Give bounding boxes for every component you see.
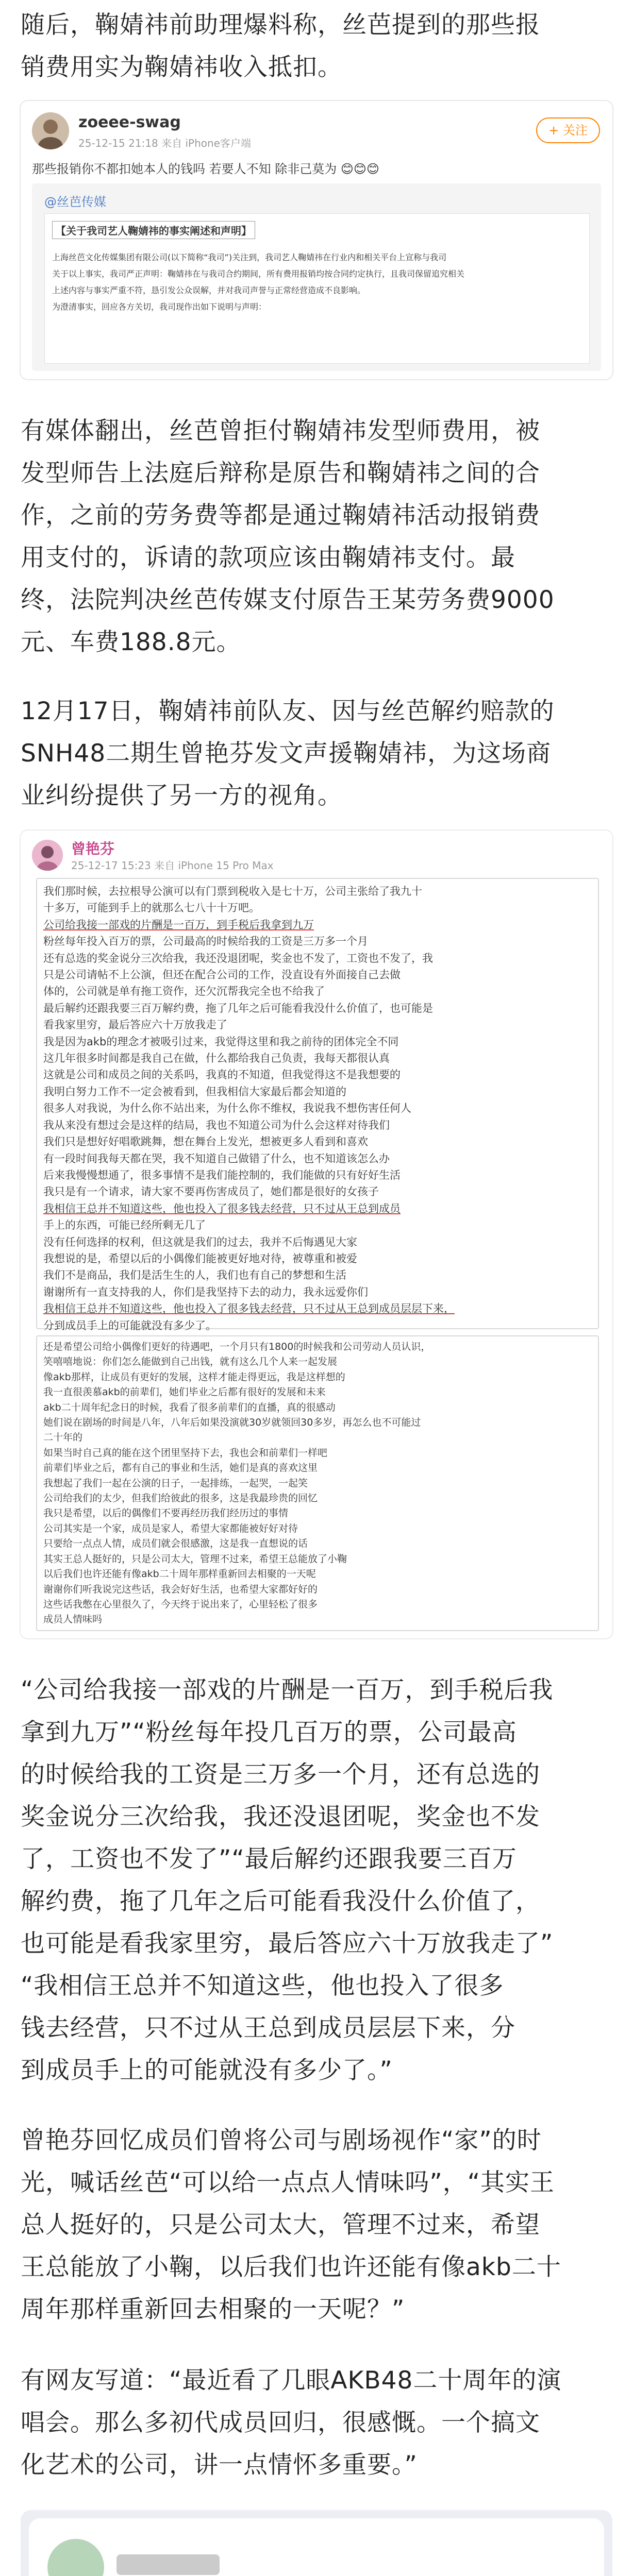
post-meta: 25-12-17 15:23 来自 iPhone 15 Pro Max — [71, 859, 274, 872]
recall-paragraph — [21, 2120, 612, 2331]
text-line: 的时候给我的工资是三万多一个月，还有总选的 — [21, 1760, 540, 1789]
text-line: SNH48二期生曾艳芬发文声援鞠婧祎，为这场商 — [21, 739, 552, 768]
text-line: 我们不是商品，我们是活生生的人，我们也有自己的梦想和生活 — [43, 1269, 346, 1282]
intro-paragraph — [21, 4, 612, 89]
text-line: 我们只是想好好唱歌跳舞，想在舞台上发光，想被更多人看到和喜欢 — [43, 1136, 368, 1148]
text-line: 谢谢你们听我说完这些话，我会好好生活，也希望大家都好好的 — [43, 1583, 318, 1595]
text-line: 总人挺好的，只是公司太大，管理不过来，希望 — [21, 2211, 540, 2239]
text-line: 我明白努力工作不一定会被看到，但我相信大家最后都会知道的 — [43, 1085, 346, 1098]
document-line: 上海丝芭文化传媒集团有限公司(以下简称“我司”)关注到，我司艺人鞠婧祎在行业内和相关平台上宣称与我司 — [52, 252, 447, 262]
media-paragraph — [21, 410, 612, 664]
text-line: 最后解约还跟我要三百万解约费，拖了几年之后可能看我没什么价值了，也可能是 — [43, 1002, 433, 1014]
text-line: 这就是公司和成员之间的关系吗，我真的不知道，但我觉得这不是我想要的 — [43, 1069, 401, 1081]
document-title: 【关于我司艺人鞠婧祎的事实阐述和声明】 — [52, 221, 255, 239]
text-line: 公司给我们的太少，但我们给彼此的很多，这是我最珍贵的回忆 — [43, 1493, 318, 1504]
text-line: 钱去经营，只不过从王总到成员层层下来，分 — [21, 2014, 515, 2042]
text-line: 唱会。那么多初代成员回归，很感慨。一个搞文 — [21, 2409, 540, 2437]
teammate-paragraph — [21, 690, 612, 817]
text-line: 了，工资也不发了”“最后解约还跟我要三百万 — [21, 1845, 517, 1873]
post-author[interactable]: 曾艳芬 — [71, 840, 115, 857]
text-line: 这些话我憋在心里很久了，今天终于说出来了，心里轻松了很多 — [43, 1598, 318, 1610]
long-post-card — [21, 831, 612, 1638]
text-line: 业纠纷提供了另一方的视角。 — [21, 782, 342, 810]
text-line: akb二十周年纪念日的时候，我看了很多前辈们的直播，真的很感动 — [43, 1401, 336, 1413]
text-line: 公司其实是一个家，成员是家人，希望大家都能被好好对待 — [43, 1522, 298, 1534]
text-line: 我想说的是，希望以后的小偶像们能被更好地对待，被尊重和被爱 — [43, 1252, 357, 1265]
text-line: 用支付的，诉请的款项应该由鞠婧祎支付。最 — [21, 544, 515, 572]
text-line: 光，喊话丝芭“可以给一点点人情味吗”，“其实王 — [21, 2168, 555, 2197]
text-line: 前辈们毕业之后，都有自己的事业和生活，她们是真的喜欢这里 — [43, 1462, 318, 1474]
quoted-post[interactable] — [32, 183, 601, 371]
text-line: 还有总选的奖金说分三次给我，我还没退团呢，奖金也不发了，工资也不发了，我 — [43, 952, 433, 964]
text-line: 我一直很羡慕akb的前辈们，她们毕业之后都有很好的发展和未来 — [43, 1386, 326, 1398]
text-line: 王总能放了小鞠，以后我们也许还能有像akb二十 — [21, 2253, 561, 2281]
document-line: 关于以上事实，我司严正声明：鞠婧祎在与我司合约期间，所有费用报销均按合同约定执行，且我司保留追究相关 — [52, 269, 465, 279]
text-line: 公司给我接一部戏的片酬是一百万，到手税后我拿到九万 — [43, 918, 314, 931]
comment-item[interactable] — [29, 2518, 604, 2576]
text-line: 很多人对我说，为什么你不站出来，为什么你不维权，我说我不想伤害任何人 — [43, 1102, 411, 1115]
document-line: 为澄清事实，回应各方关切，我司现作出如下说明与声明： — [52, 302, 267, 312]
avatar-portrait-icon — [32, 840, 63, 871]
quoted-document — [44, 213, 590, 364]
text-line: “公司给我接一部戏的片酬是一百万，到手税后我 — [21, 1676, 554, 1704]
text-line: 看我家里穷，最后答应六十万放我走了 — [43, 1019, 227, 1031]
text-line: 我只是有一个请求，请大家不要再伤害成员了，她们都是很好的女孩子 — [43, 1185, 379, 1198]
text-line: 如果当时自己真的能在这个团里坚持下去，我也会和前辈们一样吧 — [43, 1447, 328, 1459]
text-line: 我们那时候，去拉根导公演可以有门票到税收入是七十万，公司主张给了我九十 — [43, 885, 422, 897]
commenter-avatar[interactable] — [47, 2539, 104, 2576]
text-line: 还是希望公司给小偶像们更好的待遇吧，一个月只有1800的时候我和公司劳动人员认识， — [43, 1341, 431, 1352]
post-section2 — [43, 1340, 592, 1628]
text-line: 只要给一点点人情，成员们就会很感激，这是我一直想说的话 — [43, 1538, 308, 1550]
text-line: 像akb那样，让成员有更好的发展，这样才能走得更远，我是这样想的 — [43, 1371, 345, 1383]
post-body — [43, 883, 592, 1334]
text-line: 我相信王总并不知道这些，他也投入了很多钱去经营，只不过从王总到成员 — [43, 1202, 401, 1215]
text-line: 化艺术的公司，讲一点情怀多重要。” — [21, 2451, 418, 2479]
text-line: 后来我慢慢想通了，很多事情不是我们能控制的，我们能做的只有好好生活 — [43, 1168, 401, 1181]
author-avatar[interactable] — [32, 840, 63, 871]
text-line: “我相信王总并不知道这些，他也投入了很多 — [21, 1972, 504, 2000]
text-line: 我相信王总并不知道这些，他也投入了很多钱去经营，只不过从王总到成员层层下来， — [43, 1302, 455, 1315]
text-line: 随后，鞠婧祎前助理爆料称，丝芭提到的那些报 — [21, 11, 540, 39]
document-line: 上述内容与事实严重不符，恳引发公众误解，并对我司声誉与正常经营造成不良影响。 — [52, 285, 366, 295]
text-line: 终，法院判决丝芭传媒支付原告王某劳务费9000 — [21, 586, 555, 614]
weibo-post-card — [21, 101, 612, 379]
text-line: 解约费，拖了几年之后可能看我没什么价值了， — [21, 1887, 540, 1916]
text-line: 谢谢所有一直支持我的人，你们是我坚持下去的动力，我永远爱你们 — [43, 1285, 368, 1298]
text-line: 其实王总人挺好的，只是公司太大，管理不过来，希望王总能放了小鞠 — [43, 1553, 347, 1565]
text-line: 我从来没有想过会是这样的结局，我也不知道公司为什么会这样对待我们 — [43, 1118, 390, 1131]
avatar[interactable] — [32, 112, 69, 149]
text-line: 到成员手上的可能就没有多少了。” — [21, 2056, 393, 2084]
text-line: 十多万，可能到手上的就那么七八十十万吧。 — [43, 902, 260, 914]
text-line: 有网友写道：“最近看了几眼AKB48二十周年的演 — [21, 2366, 562, 2395]
avatar-portrait-icon — [32, 112, 69, 149]
text-line: 分到成员手上的可能就没有多少了。 — [43, 1319, 216, 1332]
text-line: 成员人情味吗 — [43, 1614, 103, 1625]
commenter-name[interactable] — [116, 2554, 220, 2575]
text-line: 二十年的 — [43, 1432, 83, 1444]
netizen-paragraph — [21, 2360, 612, 2486]
text-line: 曾艳芬回忆成员们曾将公司与剧场视作“家”的时 — [21, 2126, 542, 2155]
text-line: 笑嘻嘻地说：你们怎么能做到自己出钱，就有这么几个人来一起发展 — [43, 1356, 338, 1368]
text-line: 粉丝每年投入百万的票，公司最高的时候给我的工资是三万多一个月 — [43, 935, 368, 948]
quoted-user[interactable]: @丝芭传媒 — [44, 195, 106, 209]
comments-panel — [21, 2510, 612, 2576]
text-line: 有一段时间我每天都在哭，我不知道自己做错了什么，也不知道该怎么办 — [43, 1152, 390, 1165]
text-line: 我想起了我们一起在公演的日子，一起排练，一起哭，一起笑 — [43, 1477, 308, 1489]
text-line: 也可能是看我家里穷，最后答应六十万放我走了” — [21, 1929, 554, 1958]
text-line: 奖金说分三次给我，我还没退团呢，奖金也不发 — [21, 1803, 540, 1831]
text-line: 只是公司请帖不上公演，但还在配合公司的工作，没直设有外面接自己去做 — [43, 969, 401, 981]
text-line: 销费用实为鞠婧祎收入抵扣。 — [21, 53, 342, 81]
follow-button[interactable]: + 关注 — [536, 117, 600, 143]
text-line: 拿到九万”“粉丝每年投几百万的票，公司最高 — [21, 1718, 517, 1747]
text-line: 没有任何选择的权利，但这就是我们的过去，我并不后悔遇见大家 — [43, 1235, 357, 1248]
text-line: 以后我们也许还能有像akb二十周年那样重新回去相聚的一天呢 — [43, 1568, 316, 1580]
text-line: 手上的东西，可能已经所剩无几了 — [43, 1219, 206, 1232]
post-meta: 25-12-15 21:18 来自 iPhone客户端 — [78, 137, 251, 149]
post-username[interactable]: zoeee-swag — [78, 113, 181, 131]
text-line: 这几年很多时间都是我自己在做，什么都给我自己负责，我每天都很认真 — [43, 1052, 390, 1065]
text-line: 周年那样重新回去相聚的一天呢？” — [21, 2295, 405, 2324]
text-line: 有媒体翻出，丝芭曾拒付鞠婧祎发型师费用，被 — [21, 417, 540, 445]
text-line: 体的，公司就是单有拖工资作，还欠沉帮我完全也不给我了 — [43, 985, 325, 998]
text-line: 她们说在剧场的时间是八年，八年后如果没演就30岁就领回30多岁，再怎么也不可能过 — [43, 1417, 421, 1429]
text-line: 元、车费188.8元。 — [21, 628, 241, 656]
text-line: 12月17日，鞠婧祎前队友、因与丝芭解约赔款的 — [21, 697, 555, 725]
post-text: 那些报销你不都扣她本人的钱吗 若要人不知 除非己莫为 😊😊😊 — [32, 162, 379, 176]
quote-paragraph — [21, 1669, 612, 2092]
text-line: 发型师告上法庭后辩称是原告和鞠婧祎之间的合 — [21, 459, 540, 487]
text-line: 我只是希望，以后的偶像们不要再经历我们经历过的事情 — [43, 1507, 289, 1519]
text-line: 作，之前的劳务费等都是通过鞠婧祎活动报销费 — [21, 501, 540, 530]
text-line: 我是因为akb的理念才被吸引过来，我觉得这里和我之前待的团体完全不同 — [43, 1035, 399, 1048]
